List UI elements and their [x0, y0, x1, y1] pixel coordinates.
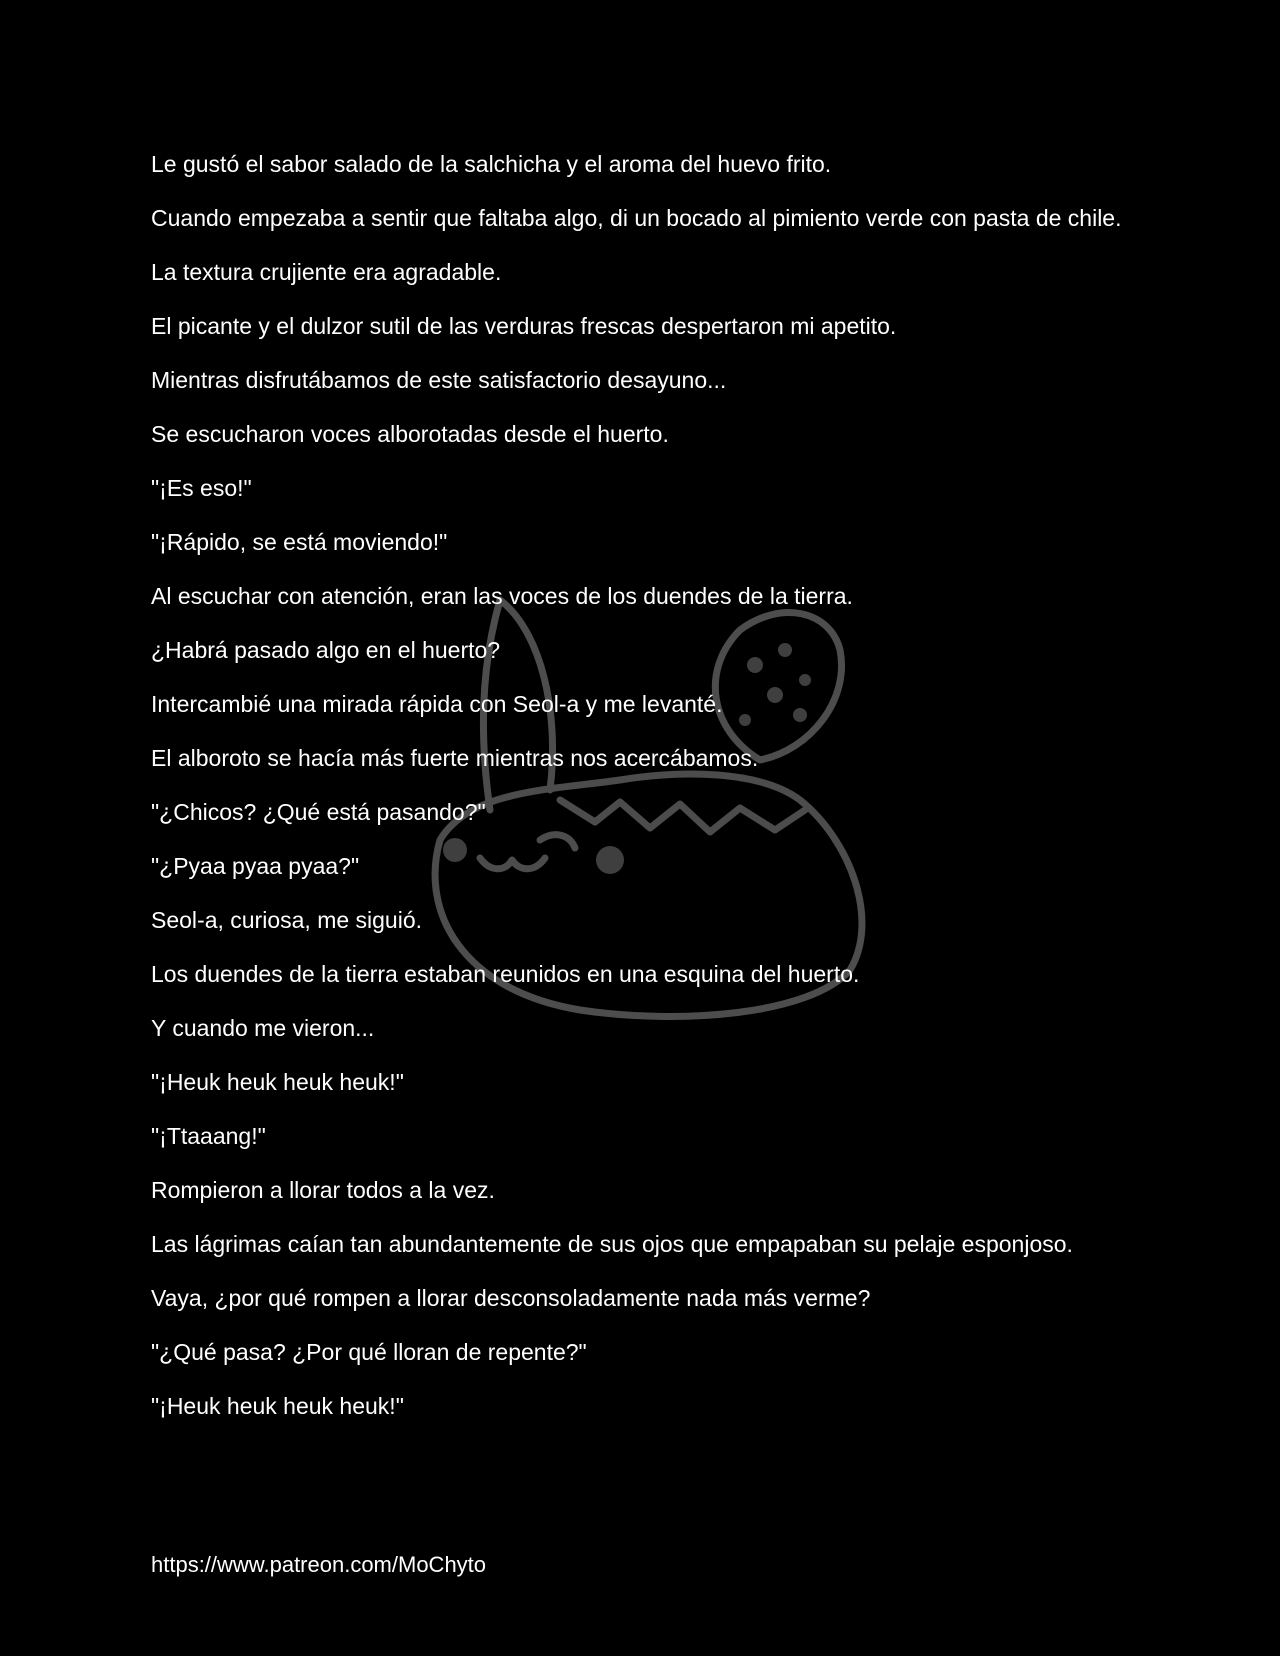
- paragraph: Mientras disfrutábamos de este satisfactorio desayuno...: [151, 367, 727, 393]
- paragraph: Al escuchar con atención, eran las voces de los duendes de la tierra.: [151, 583, 853, 609]
- paragraph: Cuando empezaba a sentir que faltaba algo, di un bocado al pimiento verde con pasta de chile.: [151, 205, 1122, 231]
- document-body: [151, 148, 1131, 1444]
- paragraph: Vaya, ¿por qué rompen a llorar desconsoladamente nada más verme?: [151, 1285, 871, 1311]
- paragraph: Le gustó el sabor salado de la salchicha y el aroma del huevo frito.: [151, 151, 832, 177]
- dialogue-line: "¡Es eso!": [151, 475, 252, 501]
- paragraph: Y cuando me vieron...: [151, 1015, 375, 1041]
- patreon-link[interactable]: https://www.patreon.com/MoChyto: [151, 1552, 487, 1577]
- dialogue-line: "¡Ttaaang!": [151, 1123, 266, 1149]
- paragraph: Intercambié una mirada rápida con Seol-a y me levanté.: [151, 691, 723, 717]
- paragraph: Los duendes de la tierra estaban reunidos en una esquina del huerto.: [151, 961, 860, 987]
- paragraph: ¿Habrá pasado algo en el huerto?: [151, 637, 501, 663]
- dialogue-line: "¿Chicos? ¿Qué está pasando?": [151, 799, 486, 825]
- paragraph: Rompieron a llorar todos a la vez.: [151, 1177, 495, 1203]
- paragraph: La textura crujiente era agradable.: [151, 259, 502, 285]
- paragraph: Se escucharon voces alborotadas desde el huerto.: [151, 421, 669, 447]
- dialogue-line: "¡Heuk heuk heuk heuk!": [151, 1069, 404, 1095]
- dialogue-line: "¿Pyaa pyaa pyaa?": [151, 853, 360, 879]
- dialogue-line: "¿Qué pasa? ¿Por qué lloran de repente?": [151, 1339, 587, 1365]
- paragraph: Las lágrimas caían tan abundantemente de sus ojos que empapaban su pelaje esponjoso.: [151, 1231, 1073, 1257]
- dialogue-line: "¡Rápido, se está moviendo!": [151, 529, 448, 555]
- paragraph: El alboroto se hacía más fuerte mientras nos acercábamos.: [151, 745, 759, 771]
- paragraph: El picante y el dulzor sutil de las verduras frescas despertaron mi apetito.: [151, 313, 897, 339]
- paragraph: Seol-a, curiosa, me siguió.: [151, 907, 423, 933]
- dialogue-line: "¡Heuk heuk heuk heuk!": [151, 1393, 404, 1419]
